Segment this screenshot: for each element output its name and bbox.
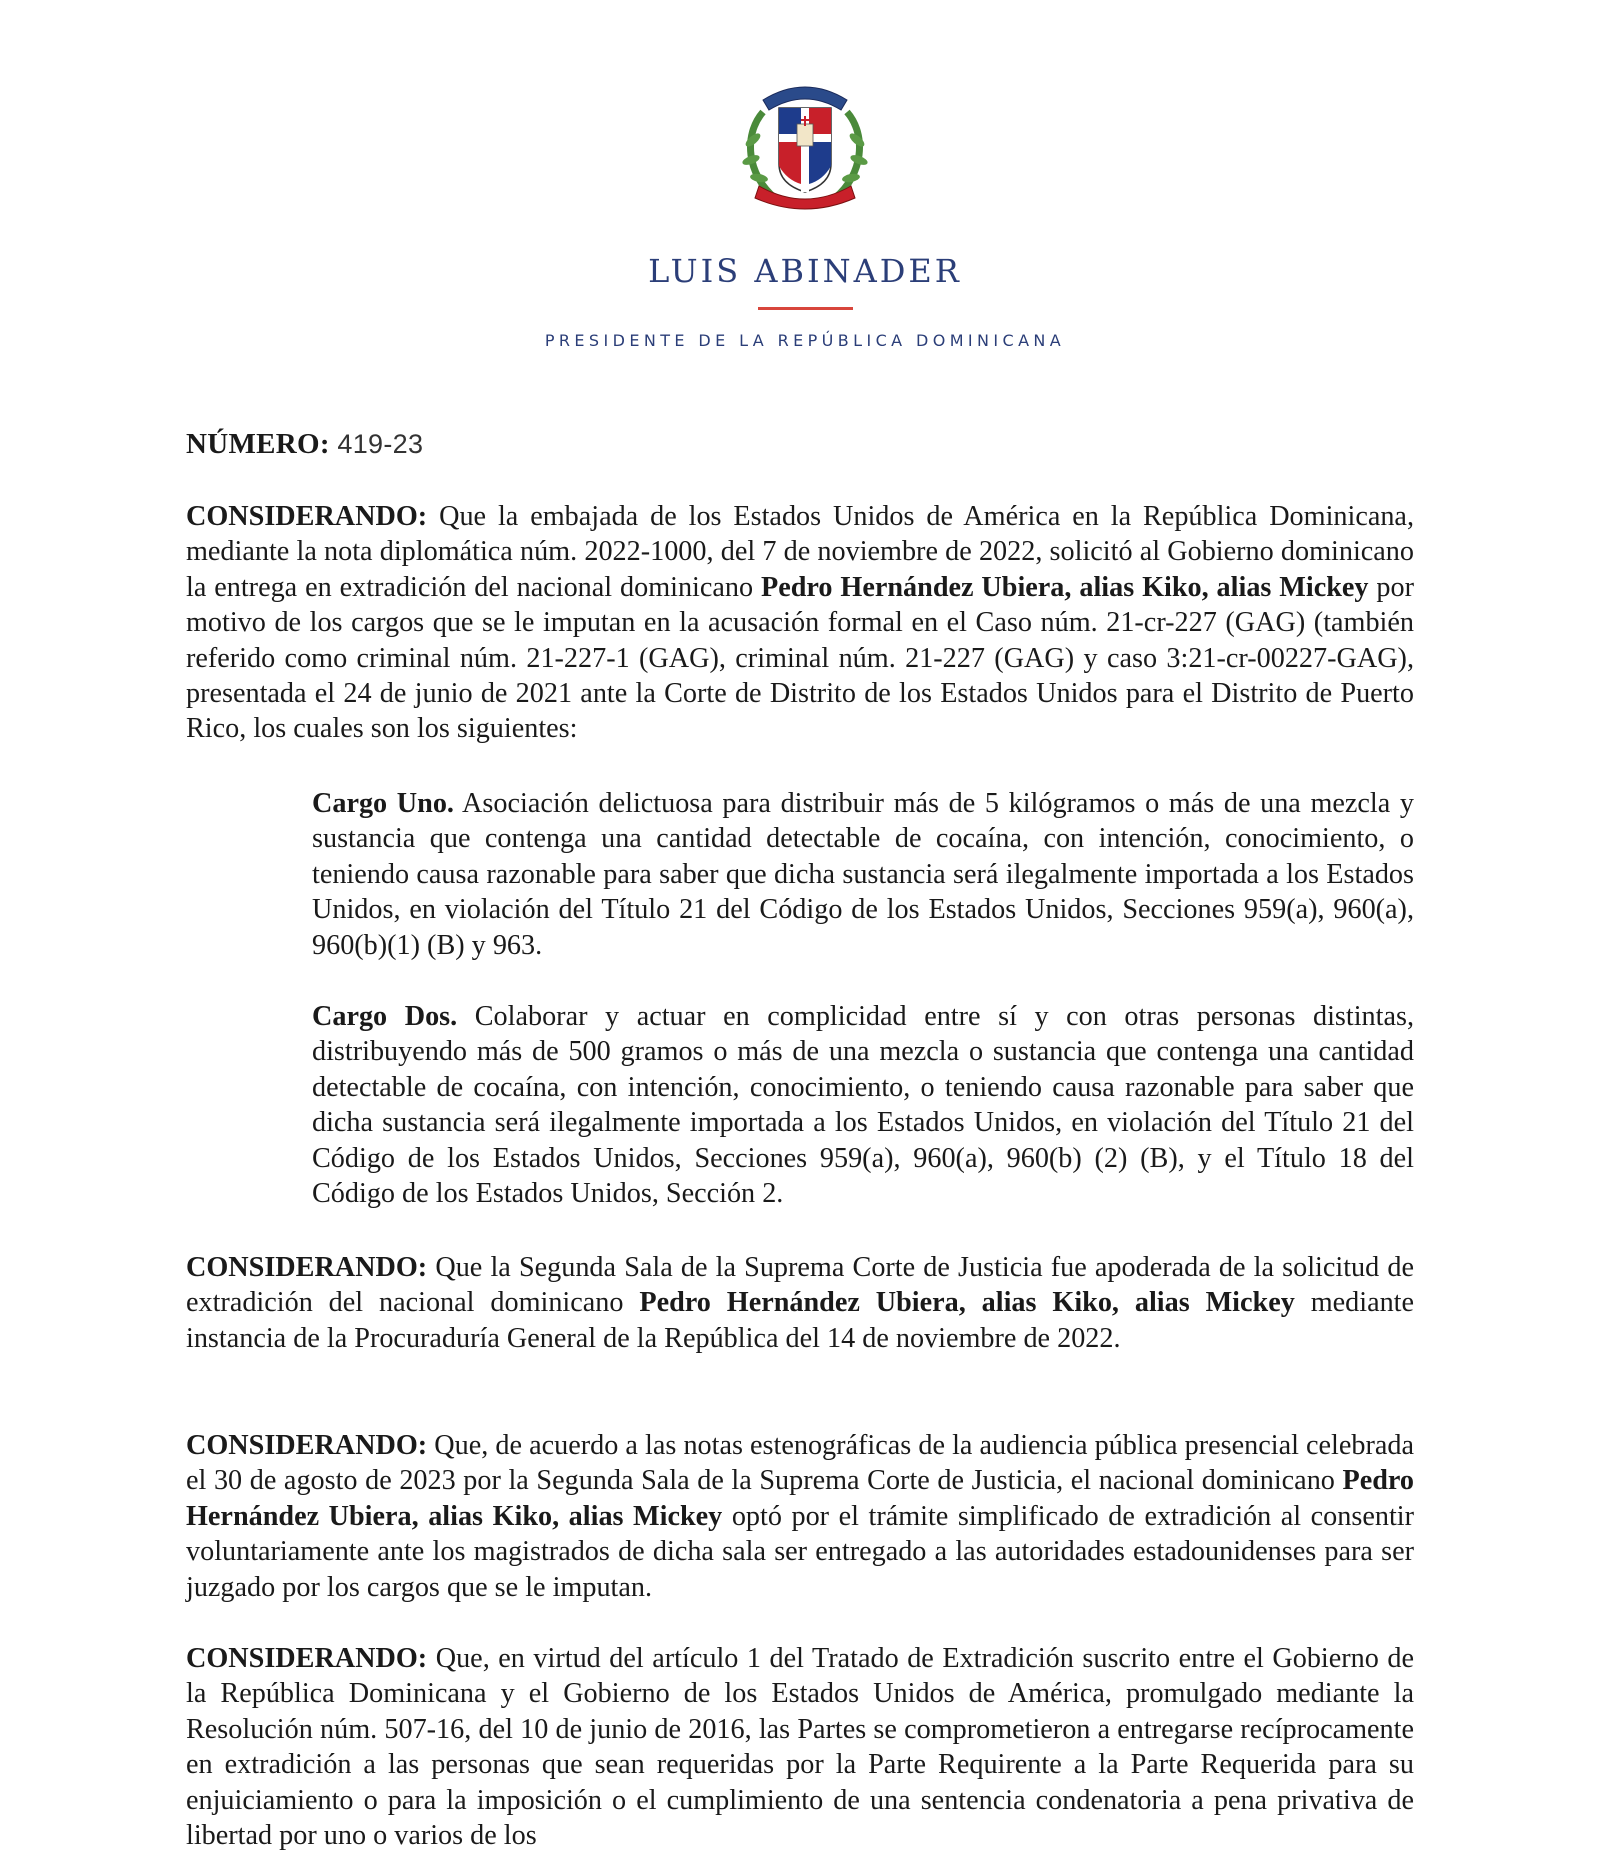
president-title: PRESIDENTE DE LA REPÚBLICA DOMINICANA: [544, 331, 1066, 350]
extraditee-name: Pedro Hernández Ubiera, alias Kiko, alias Mickey: [639, 1287, 1295, 1319]
considerando-heading: CONSIDERANDO:: [186, 1252, 428, 1283]
paragraph-text: por motivo de los cargos que se le imputan en la acusación formal en el Caso núm. 21-cr-227 (GAG) (también referido como criminal núm. 21-227-1 (GAG), criminal núm. 21-227 (GAG) y caso 3:21-cr-00227-GAG), presentada el 24 de junio de 2021 ante la Corte de Distrito de los Estados Unidos para el Distrito de Puerto Rico, los cuales son los siguientes:: [186, 571, 1414, 745]
considerando-paragraph-1: [186, 499, 1414, 747]
paragraph-text: mediante instancia de la Procuraduría General de la República del 14 de noviembre de 2022.: [186, 1287, 1415, 1354]
paragraph-text: Que, de acuerdo a las notas estenográficas de la audiencia pública presencial celebrada el 30 de agosto de 2023 por la Segunda Sala de la Suprema Corte de Justicia, el nacional dominicano: [186, 1430, 1414, 1497]
president-name: LUIS ABINADER: [648, 252, 962, 290]
header-accent-rule: [758, 307, 853, 310]
extraditee-name: Pedro Hernández Ubiera, alias Kiko, alias Mickey: [186, 1465, 1414, 1532]
decree-number-value: 419-23: [337, 429, 424, 459]
paragraph-text: Que la embajada de los Estados Unidos de América en la República Dominicana, mediante la nota diplomática núm. 2022-1000, del 7 de noviembre de 2022, solicitó al Gobierno dominicano la entrega en extradición del nacional dominicano: [186, 501, 1414, 603]
coat-of-arms-icon: [733, 80, 877, 212]
considerando-paragraph-3: [186, 1428, 1414, 1605]
charge-text: Asociación delictuosa para distribuir más de 5 kilógramos o más de una mezcla y sustancia que contenga una cantidad detectable de cocaína, con intención, conocimiento, o teniendo causa razonable para saber que dicha sustancia será ilegalmente importada a los Estados Unidos, en violación del Título 21 del Código de los Estados Unidos, Secciones 959(a), 960(a), 960(b)(1) (B) y 963.: [312, 788, 1414, 961]
considerando-paragraph-2: [186, 1250, 1414, 1356]
considerando-paragraph-4: [186, 1641, 1414, 1853]
extraditee-name: Pedro Hernández Ubiera, alias Kiko, alias Mickey: [761, 571, 1369, 603]
considerando-heading: CONSIDERANDO:: [186, 1643, 428, 1674]
charge-heading: Cargo Dos.: [312, 1001, 458, 1032]
considerando-heading: CONSIDERANDO:: [186, 1430, 428, 1461]
considerando-heading: CONSIDERANDO:: [186, 501, 428, 532]
decree-number-label: NÚMERO:: [186, 428, 330, 460]
decree-number: [186, 428, 423, 461]
charge-one-paragraph: [312, 786, 1414, 963]
paragraph-text: optó por el trámite simplificado de extradición al consentir voluntariamente ante los magistrados de dicha sala ser entregado a las autoridades estadounidenses para ser juzgado por los cargos que se le imputan.: [186, 1500, 1414, 1603]
charge-two-paragraph: [312, 999, 1414, 1211]
charge-heading: Cargo Uno.: [312, 788, 454, 819]
paragraph-text: Que la Segunda Sala de la Suprema Corte de Justicia fue apoderada de la solicitud de extradición del nacional dominicano: [186, 1252, 1414, 1319]
charge-text: Colaborar y actuar en complicidad entre sí y con otras personas distintas, distribuyendo más de 500 gramos o más de una mezcla o sustancia que contenga una cantidad detectable de cocaína, con intención, conocimiento, o teniendo causa razonable para saber que dicha sustancia será ilegalmente importada a los Estados Unidos, en violación del Título 21 del Código de los Estados Unidos, Secciones 959(a), 960(a), 960(b) (2) (B), y el Título 18 del Código de los Estados Unidos, Sección 2.: [312, 1001, 1414, 1210]
paragraph-text: Que, en virtud del artículo 1 del Tratado de Extradición suscrito entre el Gobierno de la República Dominicana y el Gobierno de los Estados Unidos de América, promulgado mediante la Resolución núm. 507-16, del 10 de junio de 2016, las Partes se comprometieron a entregarse recíprocamente en extradición a las personas que sean requeridas por la Parte Requirente a la Parte Requerida para su enjuiciamiento o para la imposición o el cumplimiento de una sentencia condenatoria a pena privativa de libertad por uno o varios de los: [186, 1643, 1414, 1852]
